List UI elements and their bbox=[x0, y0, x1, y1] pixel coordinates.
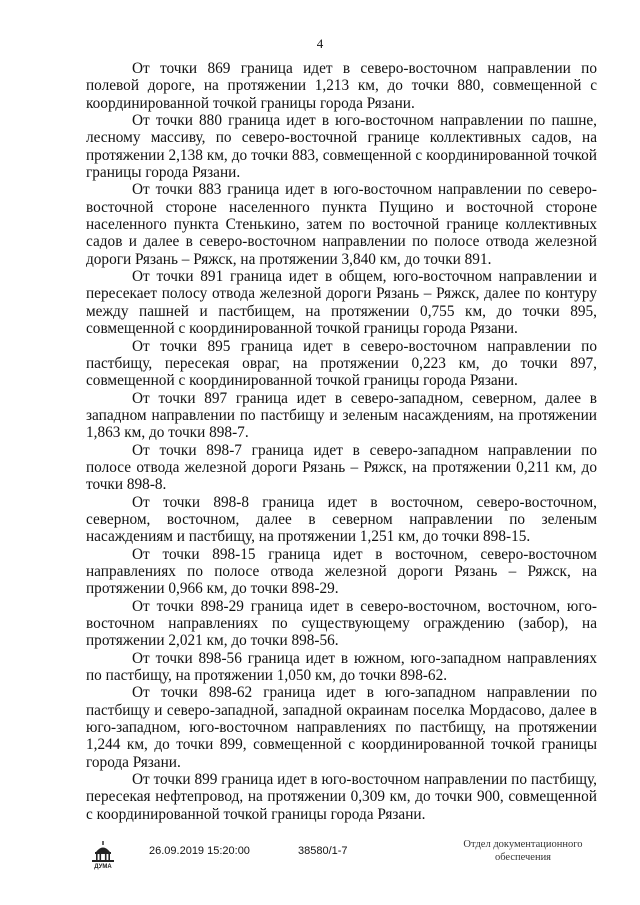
department-stamp bbox=[440, 838, 606, 864]
stamp-line-1: Отдел документационного bbox=[463, 839, 583, 850]
document-body bbox=[86, 60, 597, 823]
paragraph: От точки 898-29 граница идет в северо-восточном, восточном, юго-восточном направлениях по существующему ограждению (забор), на протяжении 2,021 км, до точки 898-56. bbox=[86, 597, 597, 650]
duma-logo-icon bbox=[88, 840, 118, 870]
paragraph: От точки 898-7 граница идет в северо-западном направлении по полосе отвода железной дороги Рязань – Ряжск, на протяжении 0,211 км, до точки 898-8. bbox=[86, 441, 597, 494]
paragraph: От точки 898-8 граница идет в восточном, северо-восточном, северном, восточном, далее в северном направлении по зеленым насаждениям и пастбищу, на протяжении 1,251 км, до точки 898-15. bbox=[86, 493, 597, 546]
paragraph: От точки 898-56 граница идет в южном, юго-западном направлениях по пастбищу, на протяжении 1,050 км, до точки 898-62. bbox=[86, 649, 597, 685]
page-footer bbox=[0, 822, 640, 882]
footer-reg-number: 38580/1-7 bbox=[298, 845, 348, 857]
paragraph: От точки 880 граница идет в юго-восточном направлении по пашне, лесному массиву, по северо-восточной границе коллективных садов, на протяжении 2,138 км, до точки 883, совмещенной с координированной точкой границы города Рязани. bbox=[86, 112, 597, 182]
logo-text: ДУМА bbox=[94, 864, 112, 870]
page-number: 4 bbox=[316, 36, 324, 51]
paragraph: От точки 898-15 граница идет в восточном, северо-восточном направлениях по полосе отвода железной дороги Рязань – Ряжск, на протяжении 0,966 км, до точки 898-29. bbox=[86, 545, 597, 598]
footer-timestamp: 26.09.2019 15:20:00 bbox=[149, 845, 250, 857]
paragraph: От точки 891 граница идет в общем, юго-восточном направлении и пересекает полосу отвода железной дороги Рязань – Ряжск, далее по контуру между пашней и пастбищем, на протяжении 0,755 км, до точки 895, совмещенной с координированной точкой границы города Рязани. bbox=[86, 268, 597, 338]
paragraph: От точки 897 граница идет в северо-западном, северном, далее в западном направлении по пастбищу и зеленым насаждениям, на протяжении 1,863 км, до точки 898-7. bbox=[86, 389, 597, 442]
paragraph: От точки 869 граница идет в северо-восточном направлении по полевой дороге, на протяжении 1,213 км, до точки 880, совмещенной с координированной точкой границы города Рязани. bbox=[86, 60, 597, 112]
stamp-line-2: обеспечения bbox=[494, 852, 552, 863]
paragraph: От точки 895 граница идет в северо-восточном направлении по пастбищу, пересекая овраг, на протяжении 0,223 км, до точки 897, совмещенной с координированной точкой границы города Рязани. bbox=[86, 337, 597, 390]
paragraph: От точки 898-62 граница идет в юго-западном направлении по пастбищу и северо-западной, западной окраинам поселка Мордасово, далее в юго-западном, юго-восточном направлениях по пастбищу, на протяжении 1,244 км, до точки 899, совмещенной с координированной точкой границы города Рязани. bbox=[86, 684, 597, 771]
paragraph: От точки 899 граница идет в юго-восточном направлении по пастбищу, пересекая нефтепровод, на протяжении 0,309 км, до точки 900, совмещенной с координированной точкой границы города Рязани. bbox=[86, 771, 597, 823]
paragraph: От точки 883 граница идет в юго-восточном направлении по северо-восточной стороне населенного пункта Пущино и восточной стороне населенного пункта Стенькино, затем по восточной границе коллективных садов и далее в северо-восточном направлении по полосе отвода железной дороги Рязань – Ряжск, на протяжении 3,840 км, до точки 891. bbox=[86, 181, 597, 268]
